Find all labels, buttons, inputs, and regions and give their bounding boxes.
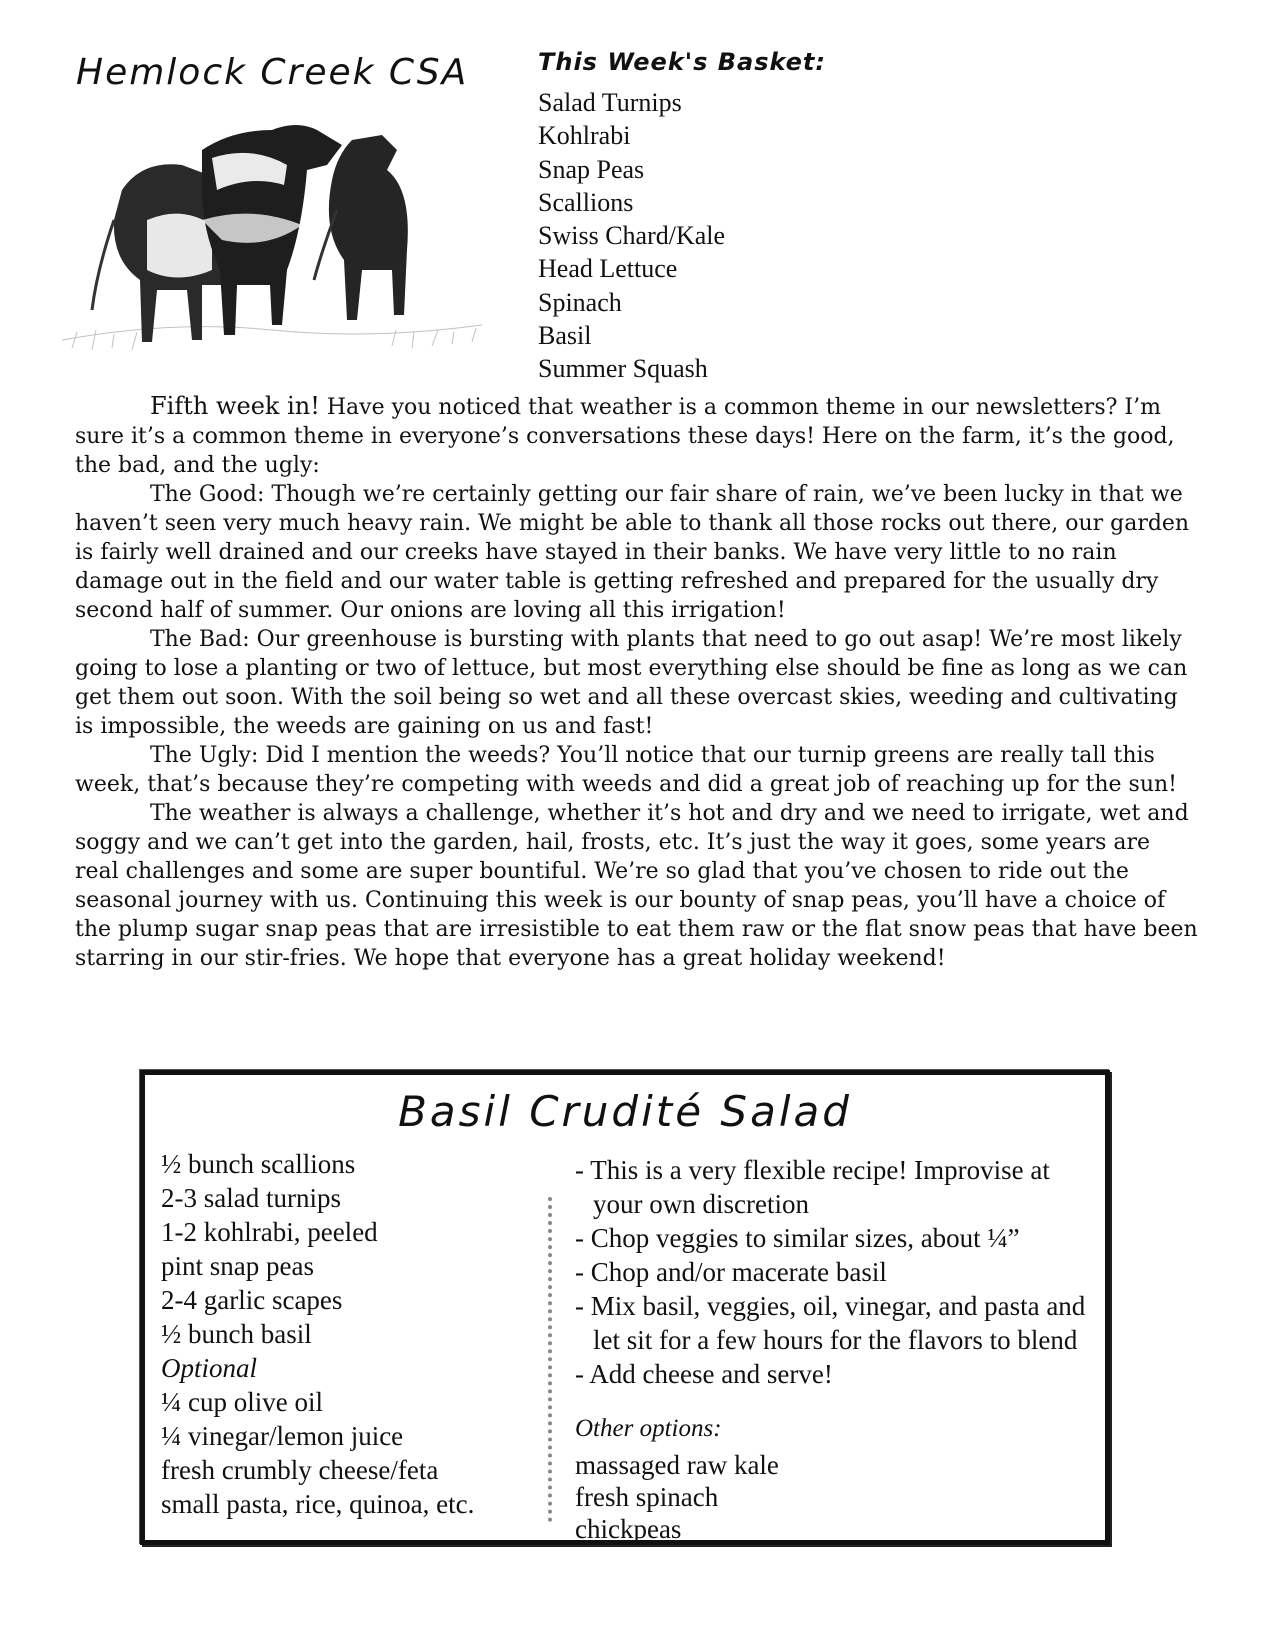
basket-item: Summer Squash [538, 354, 708, 384]
other-options-list [575, 1449, 779, 1545]
optional-label: Optional [161, 1353, 258, 1383]
optional-ingredient-item: small pasta, rice, quinoa, etc. [161, 1489, 475, 1519]
newsletter-lead: Fifth week in! [150, 392, 320, 420]
newsletter-paragraph-ugly: The Ugly: Did I mention the weeds? You’ll notice that our turnip greens are really tall this week, that’s because they’re competing with weeds and did a great job of reaching up for the sun! [75, 743, 1177, 797]
newsletter-paragraph-bad: The Bad: Our greenhouse is bursting with plants that need to go out asap! We’re most likely going to lose a planting or two of lettuce, but most everything else should be fine as long as we can get them out soon. With the soil being so wet and all these overcast skies, weeding and cultivating is impossible, the weeds are gaining on us and fast! [75, 627, 1188, 739]
farm-title: Hemlock Creek CSA [76, 52, 469, 93]
basket-item: Head Lettuce [538, 254, 678, 284]
newsletter-body [75, 392, 1200, 973]
basket-item: Basil [538, 321, 592, 351]
direction-step: - Mix basil, veggies, oil, vinegar, and pasta and let sit for a few hours for the flavors to blend [575, 1291, 1086, 1355]
newsletter-paragraph [75, 392, 1200, 480]
other-option-item: fresh spinach [575, 1482, 719, 1512]
newsletter-paragraph-closing: The weather is always a challenge, whether it’s hot and dry and we need to irrigate, wet and soggy and we can’t get into the garden, hail, frosts, etc. It’s just the way it goes, some years are real challenges and some are super bountiful. We’re so glad that you’ve chosen to ride out the seasonal journey with us. Continuing this week is our bounty of snap peas, you’ll have a choice of the plump sugar snap peas that are irresistible to eat them raw or the flat snow peas that have been starring in our stir-fries. We hope that everyone has a great holiday weekend! [75, 801, 1198, 971]
optional-ingredient-item: ¼ vinegar/lemon juice [161, 1421, 404, 1451]
newsletter-intro: Have you noticed that weather is a common theme in our newsletters? I’m sure it’s a common theme in everyone’s conversations these days! Here on the farm, it’s the good, the bad, and the ugly: [75, 395, 1175, 478]
basket-heading: This Week's Basket: [538, 48, 826, 76]
cow-middle-icon [202, 125, 342, 335]
ingredient-item: 1-2 kohlrabi, peeled [161, 1217, 378, 1247]
other-option-item: massaged raw kale [575, 1450, 779, 1480]
ingredient-item: ½ bunch basil [161, 1319, 312, 1349]
direction-list [575, 1153, 1095, 1391]
basket-item: Salad Turnips [538, 88, 682, 117]
newsletter-paragraph-good: The Good: Though we’re certainly getting our fair share of rain, we’ve been lucky in that we haven’t seen very much heavy rain. We might be able to thank all those rocks out there, our garden is fairly well drained and our creeks have stayed in their banks. We have very little to no rain damage out in the field and our water table is getting refreshed and prepared for the usually dry second half of summer. Our onions are loving all this irrigation! [75, 482, 1190, 623]
recipe-box [140, 1070, 1110, 1545]
direction-step: - This is a very flexible recipe! Improvise at your own discretion [575, 1155, 1050, 1219]
ingredient-item: ½ bunch scallions [161, 1149, 356, 1179]
other-options-label: Other options: [575, 1415, 722, 1442]
ingredient-list [161, 1147, 474, 1521]
basket-item: Swiss Chard/Kale [538, 221, 726, 251]
basket-item: Spinach [538, 287, 622, 317]
ingredient-item: pint snap peas [161, 1251, 314, 1281]
basket-item: Snap Peas [538, 154, 645, 184]
ingredient-item: 2-4 garlic scapes [161, 1285, 343, 1315]
basket-list [538, 86, 725, 386]
optional-ingredient-item: ¼ cup olive oil [161, 1387, 323, 1417]
recipe-title: Basil Crudité Salad [398, 1087, 852, 1136]
basket-item: Kohlrabi [538, 121, 631, 151]
other-option-item: chickpeas [575, 1514, 682, 1544]
direction-step: - Chop and/or macerate basil [575, 1257, 887, 1287]
optional-ingredient-item: fresh crumbly cheese/feta [161, 1455, 439, 1485]
basket-item: Scallions [538, 187, 634, 217]
cows-illustration [52, 110, 492, 365]
direction-step: - Add cheese and serve! [575, 1359, 833, 1389]
ingredient-item: 2-3 salad turnips [161, 1183, 341, 1213]
direction-step: - Chop veggies to similar sizes, about ¼” [575, 1223, 1020, 1253]
dotted-divider [548, 1197, 552, 1522]
